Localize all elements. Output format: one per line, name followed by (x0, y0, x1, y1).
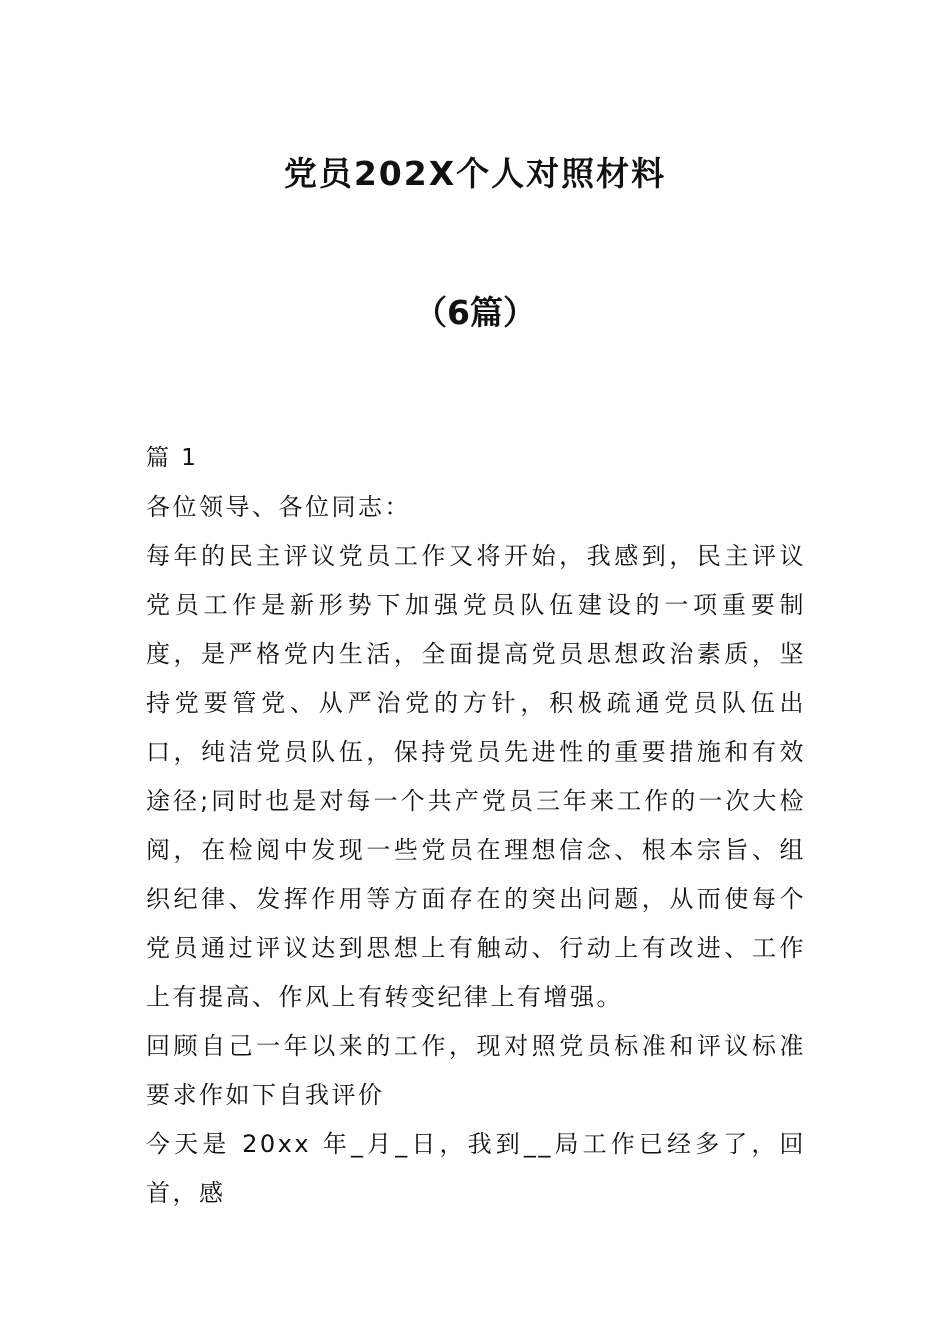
document-subtitle: （6篇） (414, 293, 536, 332)
paragraph-2: 回顾自己一年以来的工作，现对照党员标准和评议标准要求作如下自我评价 (146, 1032, 806, 1109)
paragraph-3: 今天是 20xx 年_月_日，我到__局工作已经多了，回首，感 (146, 1130, 806, 1207)
section-label: 篇 1 (146, 445, 199, 471)
paragraph-1: 每年的民主评议党员工作又将开始，我感到，民主评议党员工作是新形势下加强党员队伍建设的一项重要制度，是严格党内生活，全面提高党员思想政治素质，坚持党要管党、从严治党的方针，积极疏通党员队伍出口，纯洁党员队伍，保持党员先进性的重要措施和有效途径;同时也是对每一个共产党员三年来工作的一次大检阅，在检阅中发现一些党员在理想信念、根本宗旨、组织纪律、发挥作用等方面存在的突出问题，从而使每个党员通过评议达到思想上有触动、行动上有改进、工作上有提高、作风上有转变纪律上有增强。 (146, 542, 806, 1011)
document-title: 党员202X个人对照材料 (283, 154, 667, 193)
document-body (146, 434, 806, 1218)
greeting: 各位领导、各位同志： (146, 493, 411, 521)
